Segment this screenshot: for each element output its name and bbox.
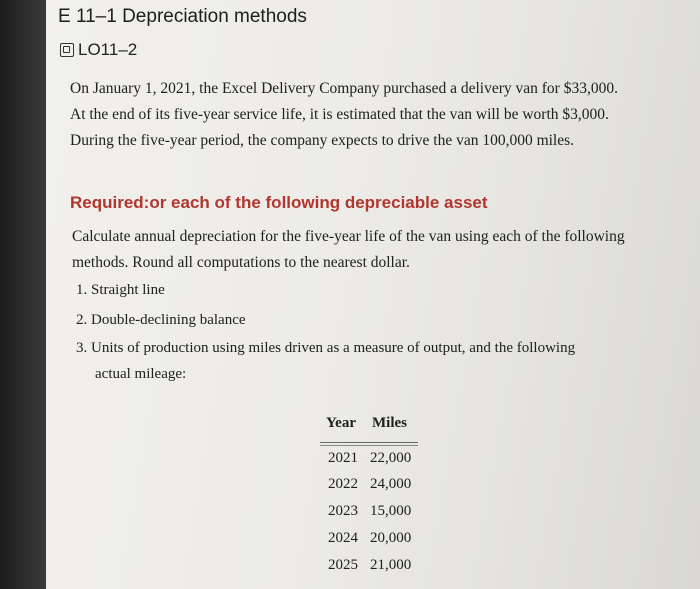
textbook-page bbox=[46, 0, 700, 589]
learning-objective-label: LO11–2 bbox=[78, 40, 138, 59]
table-row-miles: 21,000 bbox=[370, 557, 412, 573]
method-double-declining: 2. Double-declining balance bbox=[76, 312, 246, 328]
table-header-rule bbox=[320, 442, 418, 443]
method-units-of-production: 3. Units of production using miles driven as a measure of output, and the following bbox=[76, 340, 576, 356]
method-units-of-production-cont: actual mileage: bbox=[95, 366, 187, 382]
table-header-year: Year bbox=[326, 415, 356, 431]
exercise-title: E 11–1 Depreciation methods bbox=[58, 6, 307, 27]
table-row-miles: 15,000 bbox=[370, 503, 412, 519]
table-row-miles: 20,000 bbox=[370, 530, 412, 546]
table-header-miles: Miles bbox=[372, 415, 407, 431]
problem-statement: On January 1, 2021, the Excel Delivery Company purchased a delivery van for $33,000. At the end of its five-year service life, it is estimated that the van will be worth $3,000. During the five-year period, the company expects to drive the van 100,000 miles. bbox=[70, 80, 618, 149]
table-row-miles: 22,000 bbox=[370, 450, 412, 466]
table-row-year: 2022 bbox=[328, 476, 358, 492]
required-instruction: Calculate annual depreciation for the five-year life of the van using each of the following methods. Round all computations to the nearest dollar. bbox=[72, 228, 625, 271]
table-row-year: 2025 bbox=[328, 557, 358, 573]
table-row-year: 2024 bbox=[328, 530, 358, 546]
table-row-year: 2021 bbox=[328, 450, 358, 466]
method-straight-line: 1. Straight line bbox=[76, 282, 165, 298]
required-heading: Required:or each of the following depreciable asset bbox=[70, 193, 488, 212]
learning-objective[interactable] bbox=[60, 40, 137, 60]
table-row-year: 2023 bbox=[328, 503, 358, 519]
table-header-rule-2 bbox=[320, 445, 418, 446]
screen-edge-shadow bbox=[0, 0, 46, 589]
link-icon bbox=[60, 43, 74, 57]
table-row-miles: 24,000 bbox=[370, 476, 412, 492]
